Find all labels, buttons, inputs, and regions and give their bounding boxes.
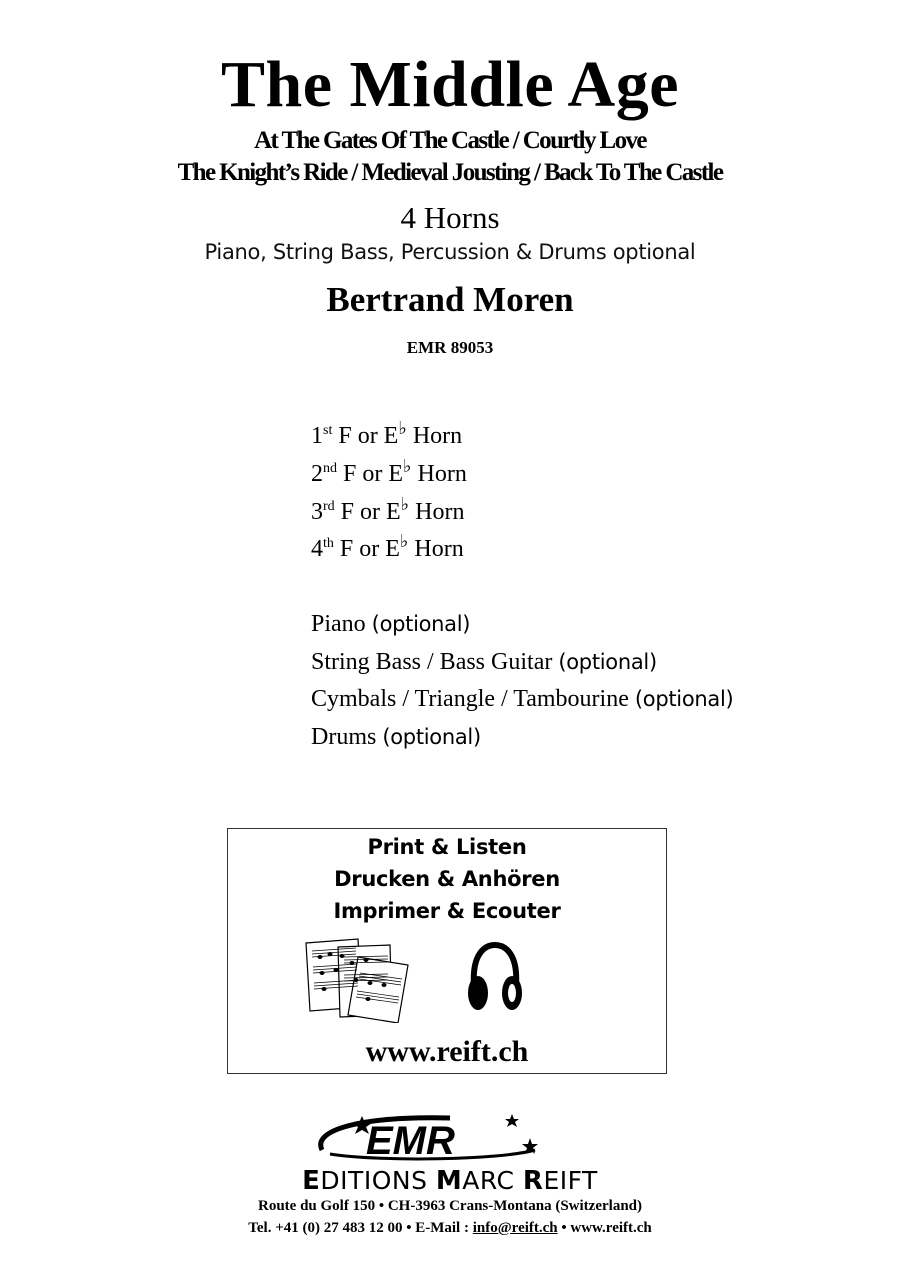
optional-part-item: Drums (optional)	[311, 724, 481, 750]
instrumentation: 4 Horns	[400, 200, 500, 235]
email-link[interactable]: info@reift.ch	[472, 1220, 558, 1236]
website-link[interactable]: www.reift.ch	[365, 1035, 529, 1068]
optional-part-item: Cymbals / Triangle / Tambourine (optional)	[311, 686, 734, 712]
promo-line-english: Print & Listen	[367, 835, 527, 859]
promo-line-french: Imprimer & Ecouter	[333, 899, 561, 923]
optional-part-item: String Bass / Bass Guitar (optional)	[311, 649, 657, 675]
flat-sign: ♭	[398, 418, 407, 439]
optional-instruments-line: Piano, String Bass, Percussion & Drums optional	[204, 240, 696, 264]
publisher-contact: Tel. +41 (0) 27 483 12 00 • E-Mail : info@reift.ch • www.reift.ch	[248, 1220, 652, 1236]
print-listen-box	[227, 828, 667, 1074]
part-item: 3rd F or E♭ Horn	[311, 494, 465, 525]
optional-part-item: Piano (optional)	[311, 611, 471, 637]
composer-name: Bertrand Moren	[326, 280, 574, 319]
flat-sign: ♭	[400, 494, 410, 515]
catalog-number: EMR 89053	[406, 338, 494, 357]
promo-line-german: Drucken & Anhören	[334, 867, 560, 891]
publisher-name: EDITIONS MARC REIFT	[302, 1166, 598, 1196]
emr-logo	[300, 1110, 600, 1168]
logo-text: EMR	[366, 1119, 455, 1163]
headphones-icon	[466, 941, 524, 1017]
movements-line-1: At The Gates Of The Castle / Courtly Love	[254, 127, 646, 154]
movements-line-2: The Knight’s Ride / Medieval Jousting / Back To The Castle	[177, 159, 723, 186]
part-item: 4th F or E♭ Horn	[311, 531, 464, 562]
page-title: The Middle Age	[220, 48, 679, 121]
part-item: 2nd F or E♭ Horn	[311, 456, 467, 487]
flat-sign: ♭	[399, 531, 409, 552]
publisher-address: Route du Golf 150 • CH-3963 Crans-Montana (Switzerland)	[258, 1198, 642, 1214]
flat-sign: ♭	[403, 456, 412, 477]
part-item: 1st F or E♭ Horn	[311, 418, 463, 449]
sheet-music-icon	[300, 937, 412, 1023]
